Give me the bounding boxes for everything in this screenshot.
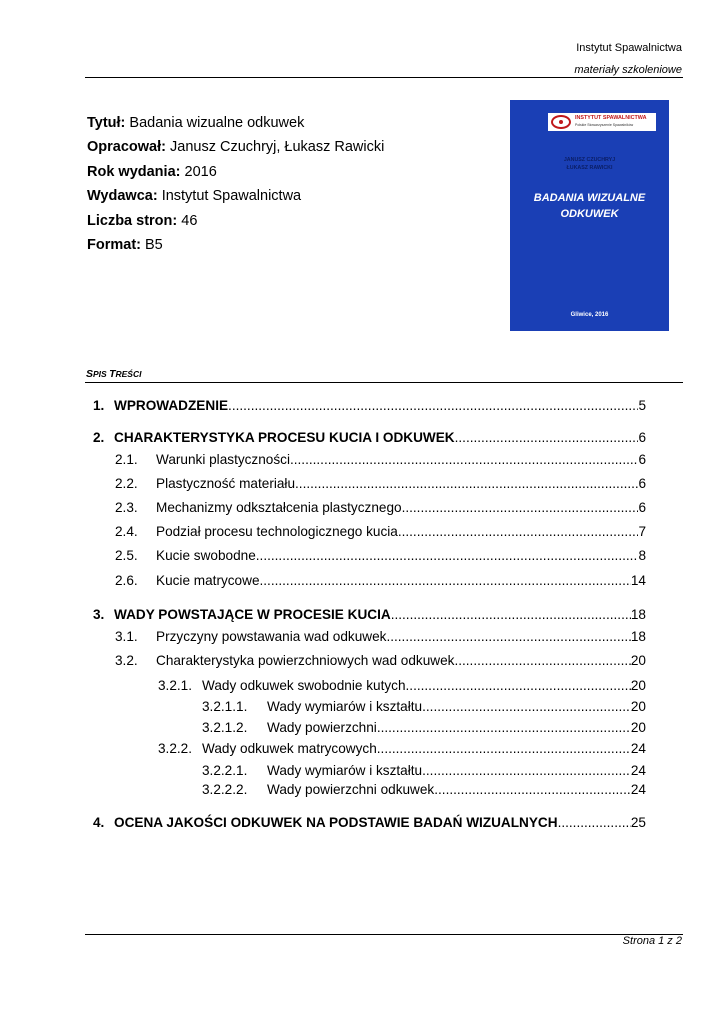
toc-entry-page: 5 xyxy=(638,398,646,413)
toc-entry-title: Podział procesu technologicznego kucia xyxy=(156,524,398,539)
cover-authors xyxy=(510,156,669,172)
toc-entry-page: 14 xyxy=(630,573,646,588)
header-subtitle: materiały szkoleniowe xyxy=(574,64,682,76)
toc-leader-dots xyxy=(398,524,639,539)
toc-entry-page: 20 xyxy=(630,653,646,668)
meta-label: Tytuł: xyxy=(87,115,126,131)
meta-pages xyxy=(87,209,384,233)
toc-entry-title: Kucie swobodne xyxy=(156,548,256,563)
toc-leader-dots xyxy=(256,548,639,563)
toc-entry-page: 8 xyxy=(638,548,646,563)
toc-entry-title: Plastyczność materiału xyxy=(156,476,296,491)
toc-entry-number: 3.2.2. xyxy=(158,741,193,756)
toc-entry-page: 24 xyxy=(630,763,646,778)
toc-leader-dots xyxy=(228,398,638,413)
cover-title xyxy=(510,190,669,222)
toc-entry-page: 7 xyxy=(638,524,646,539)
toc-entry-number: 3.2.2.1. xyxy=(202,763,248,778)
toc-leader-dots xyxy=(295,476,638,491)
cover-author: ŁUKASZ RAWICKI xyxy=(566,165,613,171)
toc-entry xyxy=(93,398,646,415)
toc-leader-dots xyxy=(260,573,631,588)
toc-entry xyxy=(93,430,646,447)
toc-entry-page: 24 xyxy=(630,741,646,756)
book-cover-image xyxy=(510,100,669,331)
toc-entry-page: 18 xyxy=(630,607,646,622)
meta-value: Janusz Czuchryj, Łukasz Rawicki xyxy=(170,139,385,156)
institute-logo-icon xyxy=(551,115,571,129)
toc-entry-number: 2.6. xyxy=(115,573,138,588)
toc-entry-page: 24 xyxy=(630,782,646,797)
cover-city: Gliwice, 2016 xyxy=(570,312,609,318)
meta-value: 2016 xyxy=(184,163,217,180)
toc-leader-dots xyxy=(377,720,631,735)
toc-entry-title: CHARAKTERYSTYKA PROCESU KUCIA I ODKUWEK xyxy=(114,430,455,445)
toc-entry-page: 6 xyxy=(638,430,646,445)
toc-entry-title: Mechanizmy odkształcenia plastycznego xyxy=(156,500,402,515)
cover-author: JANUSZ CZUCHRYJ xyxy=(563,157,616,163)
toc-entry-number: 3. xyxy=(93,607,105,622)
toc-entry xyxy=(93,815,646,832)
toc-entry xyxy=(115,452,646,469)
toc-entry-title: Wady odkuwek matrycowych xyxy=(202,741,377,756)
toc-entry xyxy=(115,500,646,517)
meta-label: Rok wydania: xyxy=(87,163,181,180)
meta-year xyxy=(87,160,384,184)
toc-entry-number: 3.2.1.2. xyxy=(202,720,248,735)
header-divider xyxy=(85,77,683,78)
toc-leader-dots xyxy=(377,741,631,756)
toc-entry-page: 6 xyxy=(638,476,646,491)
toc-leader-dots xyxy=(454,653,630,668)
toc-entry-title: Kucie matrycowe xyxy=(156,573,260,588)
toc-entry-title: Przyczyny powstawania wad odkuwek xyxy=(156,629,387,644)
toc-entry-page: 20 xyxy=(630,699,646,714)
meta-label: Wydawca: xyxy=(87,188,158,205)
toc-entry-title: WPROWADZENIE xyxy=(114,398,229,413)
meta-format xyxy=(87,233,384,257)
toc-heading-rest: PIS xyxy=(93,369,110,379)
toc-entry-title: Charakterystyka powierzchniowych wad odkuwek xyxy=(156,653,455,668)
toc-heading xyxy=(86,368,141,380)
toc-leader-dots xyxy=(290,452,638,467)
meta-label: Format: xyxy=(87,237,141,254)
toc-leader-dots xyxy=(455,430,639,445)
toc-leader-dots xyxy=(402,500,639,515)
toc-entry-title: Wady wymiarów i kształtu xyxy=(267,763,423,778)
toc-entry-title: Wady odkuwek swobodnie kutych xyxy=(202,678,406,693)
toc-entry xyxy=(158,741,646,758)
toc-entry xyxy=(158,678,646,695)
book-metadata xyxy=(87,111,384,257)
header-institute: Instytut Spawalnictwa xyxy=(576,42,682,54)
toc-heading-initial: S xyxy=(86,368,94,380)
toc-entry xyxy=(115,548,646,565)
cover-org-sub: Polskie Stowarzyszenie Spawalników xyxy=(575,123,634,127)
cover-org: INSTYTUT SPAWALNICTWA xyxy=(575,115,647,121)
toc-entry-number: 3.2.1. xyxy=(158,678,193,693)
toc-entry-number: 3.2.1.1. xyxy=(202,699,248,714)
toc-entry xyxy=(115,573,646,590)
toc-entry-number: 2.1. xyxy=(115,452,138,467)
toc-entry xyxy=(93,607,646,624)
toc-entry-page: 6 xyxy=(638,500,646,515)
toc-entry xyxy=(202,720,646,737)
toc-entry-number: 2.3. xyxy=(115,500,138,515)
toc-entry xyxy=(115,629,646,646)
toc-entry-title: Wady wymiarów i kształtu xyxy=(267,699,423,714)
toc-entry xyxy=(202,763,646,780)
toc-entry xyxy=(115,476,646,493)
toc-leader-dots xyxy=(386,629,630,644)
footer-divider xyxy=(85,934,683,935)
toc-entry xyxy=(115,653,646,670)
meta-value: 46 xyxy=(181,212,198,229)
toc-heading-initial: T xyxy=(109,368,116,380)
toc-entry-number: 3.2. xyxy=(115,653,138,668)
toc-entry xyxy=(115,524,646,541)
toc-entry-title: Wady powierzchni odkuwek xyxy=(267,782,435,797)
meta-value: Instytut Spawalnictwa xyxy=(161,188,302,205)
toc-entry-page: 20 xyxy=(630,720,646,735)
toc-entry-title: OCENA JAKOŚCI ODKUWEK NA PODSTAWIE BADAŃ WIZUALNYCH xyxy=(114,815,558,830)
cover-logo-bar xyxy=(548,113,656,131)
toc-entry-number: 2.2. xyxy=(115,476,138,491)
toc-heading-rest: REŚCI xyxy=(115,369,142,379)
toc-entry-page: 25 xyxy=(630,815,646,830)
toc-leader-dots xyxy=(422,763,631,778)
toc-entry-number: 3.1. xyxy=(115,629,138,644)
meta-label: Liczba stron: xyxy=(87,212,178,229)
toc-entry-number: 3.2.2.2. xyxy=(202,782,248,797)
toc-entry-title: Wady powierzchni xyxy=(267,720,377,735)
toc-entry-page: 18 xyxy=(630,629,646,644)
meta-publisher xyxy=(87,184,384,208)
toc-leader-dots xyxy=(434,782,631,797)
toc-entry-number: 4. xyxy=(93,815,105,830)
toc-leader-dots xyxy=(558,815,631,830)
toc-entry xyxy=(202,782,646,799)
toc-entry-number: 1. xyxy=(93,398,105,413)
meta-label: Opracował: xyxy=(87,139,166,156)
meta-author xyxy=(87,135,384,159)
cover-title-line: ODKUWEK xyxy=(560,208,619,220)
toc-entry-title: Warunki plastyczności xyxy=(156,452,290,467)
meta-value: Badania wizualne odkuwek xyxy=(129,115,305,131)
toc-entry-number: 2.5. xyxy=(115,548,138,563)
toc-entry-title: WADY POWSTAJĄCE W PROCESIE KUCIA xyxy=(114,607,391,622)
meta-value: B5 xyxy=(145,237,163,254)
toc-entry xyxy=(202,699,646,716)
toc-entry-page: 6 xyxy=(638,452,646,467)
toc-leader-dots xyxy=(406,678,631,693)
toc-leader-dots xyxy=(391,607,631,622)
page-number: Strona 1 z 2 xyxy=(622,935,682,947)
toc-entry-number: 2.4. xyxy=(115,524,138,539)
toc-leader-dots xyxy=(422,699,631,714)
cover-title-line: BADANIA WIZUALNE xyxy=(533,192,646,204)
toc-entry-page: 20 xyxy=(630,678,646,693)
meta-title xyxy=(87,111,384,135)
toc-entry-number: 2. xyxy=(93,430,105,445)
toc-divider xyxy=(85,382,683,383)
